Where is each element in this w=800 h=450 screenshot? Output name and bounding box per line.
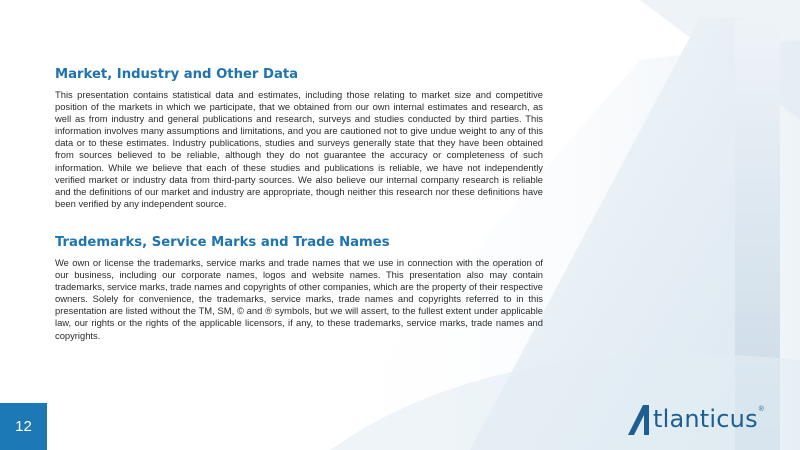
logo-wordmark: tlanticus [653,405,758,433]
section-title: Market, Industry and Other Data [55,67,299,82]
section-body: This presentation contains statistical data and estimates, including those relating to market size and competitive position of the markets in which we participate, that we obtained from our own internal estimates and research, as well as from industry and general publications and research, surveys and studies conducted by third parties. This information involves many assumptions and limitations, and you are cautioned not to give undue weight to any of this data or to these estimates. Industry publications, studies and surveys generally state that they have been obtained from sources believed to be reliable, although they do not guarantee the accuracy or completeness of such information. While we believe that each of these studies and publications is reliable, we have not independently verified market or industry data from third-party sources. We also believe our internal company research is reliable and the definitions of our market and industry are appropriate, though neither this research nor these definitions have been verified by any independent source. [55,89,543,209]
content-area [55,66,543,342]
logo-registered-mark: ® [758,406,764,413]
logo-a-mark-icon [628,403,654,435]
section-body: We own or license the trademarks, service marks and trade names that we use in connection with the operation of our business, including our corporate names, logos and website names. This presentation also may contain trademarks, service marks, trade names and copyrights of other companies, which are the property of their respective owners. Solely for convenience, the trademarks, service marks, trade names and copyrights referred to in this presentation are listed without the TM, SM, © and ® symbols, but we will assert, to the fullest extent under applicable law, our rights or the rights of the applicable licensors, if any, to these trademarks, service marks, trade names and copyrights. [55,256,543,341]
company-logo [628,402,788,436]
page-number: 12 [15,418,32,435]
page-number-badge [0,403,47,450]
section-market-data [55,66,543,210]
section-trademarks [55,234,543,342]
section-title: Trademarks, Service Marks and Trade Names [55,234,390,250]
